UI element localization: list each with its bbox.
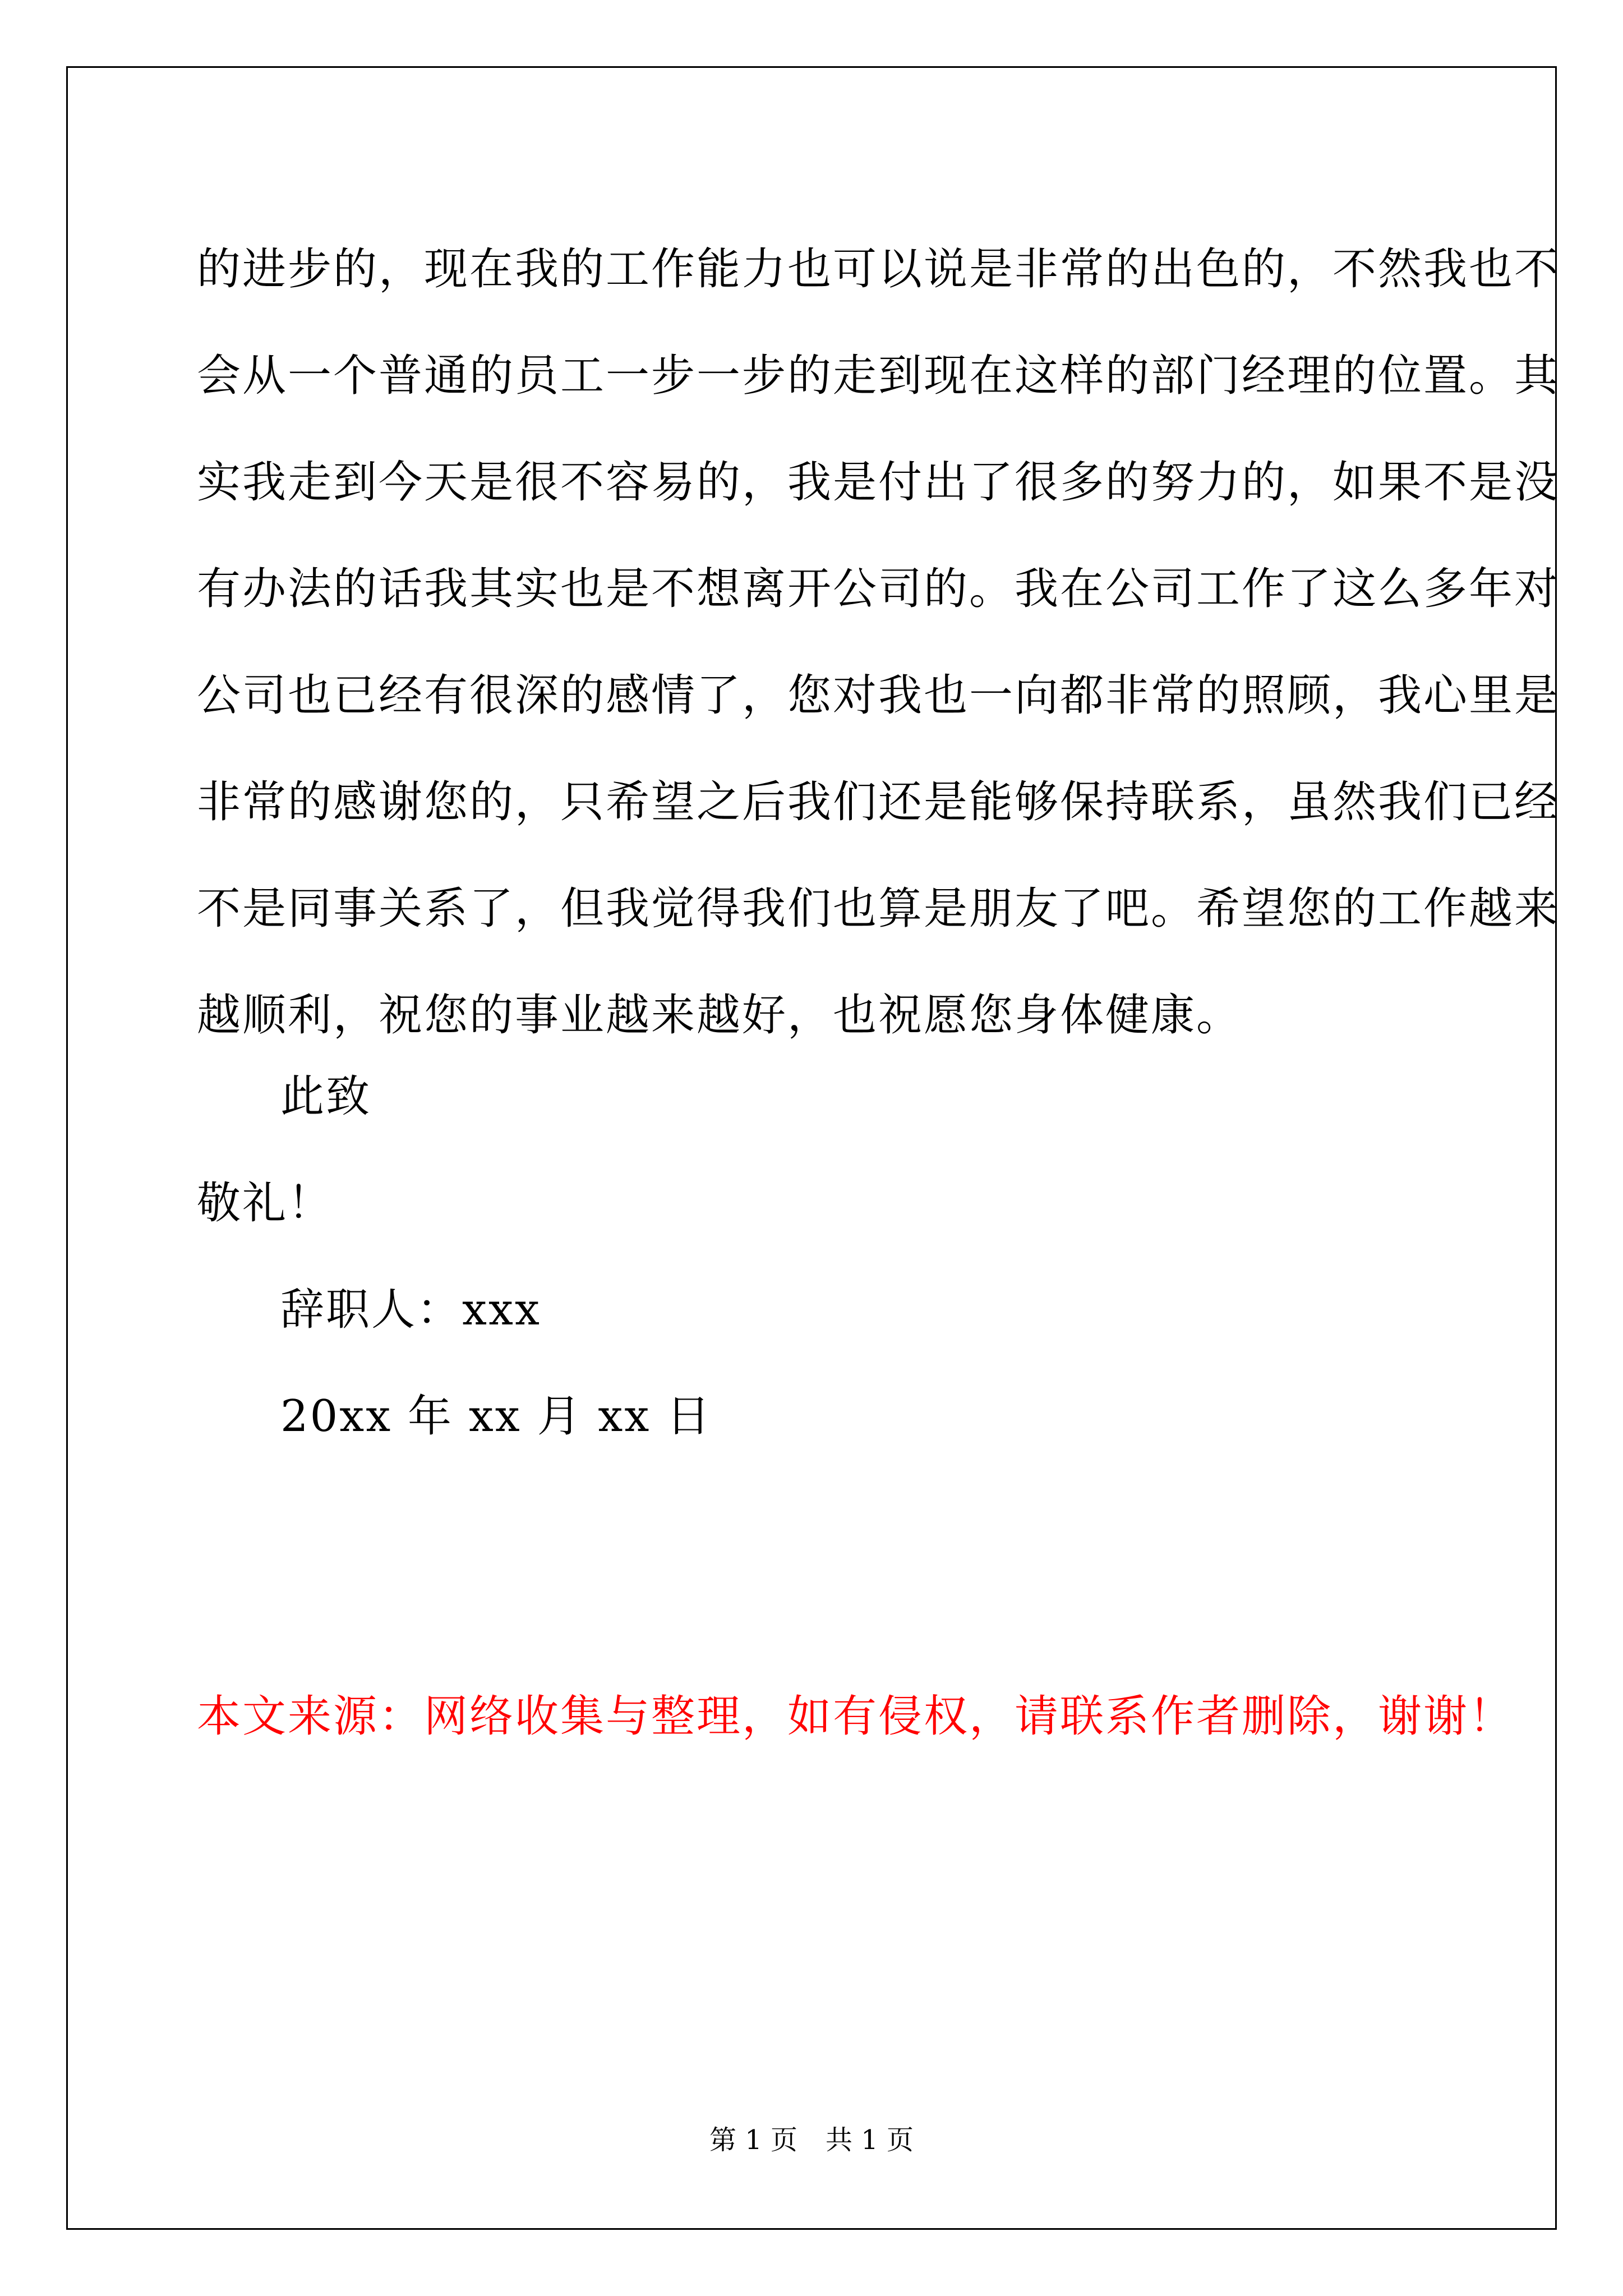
page-number: 第 1 页 [709,2124,797,2156]
body-line-8: 越顺利，祝您的事业越来越好，也祝愿您身体健康。 [197,990,1242,1041]
letter-salutation: 敬礼！ [197,1178,334,1228]
letter-date: 20xx 年 xx 月 xx 日 [280,1391,712,1442]
body-line-3: 实我走到今天是很不容易的，我是付出了很多的努力的，如果不是没 [197,457,1560,508]
body-line-7: 不是同事关系了，但我觉得我们也算是朋友了吧。希望您的工作越来 [197,884,1560,934]
body-line-6: 非常的感谢您的，只希望之后我们还是能够保持联系，虽然我们已经 [197,777,1560,827]
page-total: 共 1 页 [826,2124,914,2156]
body-line-2: 会从一个普通的员工一步一步的走到现在这样的部门经理的位置。其 [197,351,1560,401]
letter-closing: 此致 [280,1071,372,1122]
letter-signer: 辞职人：xxx [280,1285,541,1335]
body-line-1: 的进步的，现在我的工作能力也可以说是非常的出色的，不然我也不 [197,244,1560,295]
body-line-4: 有办法的话我其实也是不想离开公司的。我在公司工作了这么多年对 [197,564,1560,614]
source-note: 本文来源：网络收集与整理，如有侵权，请联系作者删除，谢谢！ [197,1691,1515,1742]
page-footer [0,2123,1623,2157]
body-line-5: 公司也已经有很深的感情了，您对我也一向都非常的照顾，我心里是 [197,670,1560,721]
letter-body [197,216,1560,1069]
